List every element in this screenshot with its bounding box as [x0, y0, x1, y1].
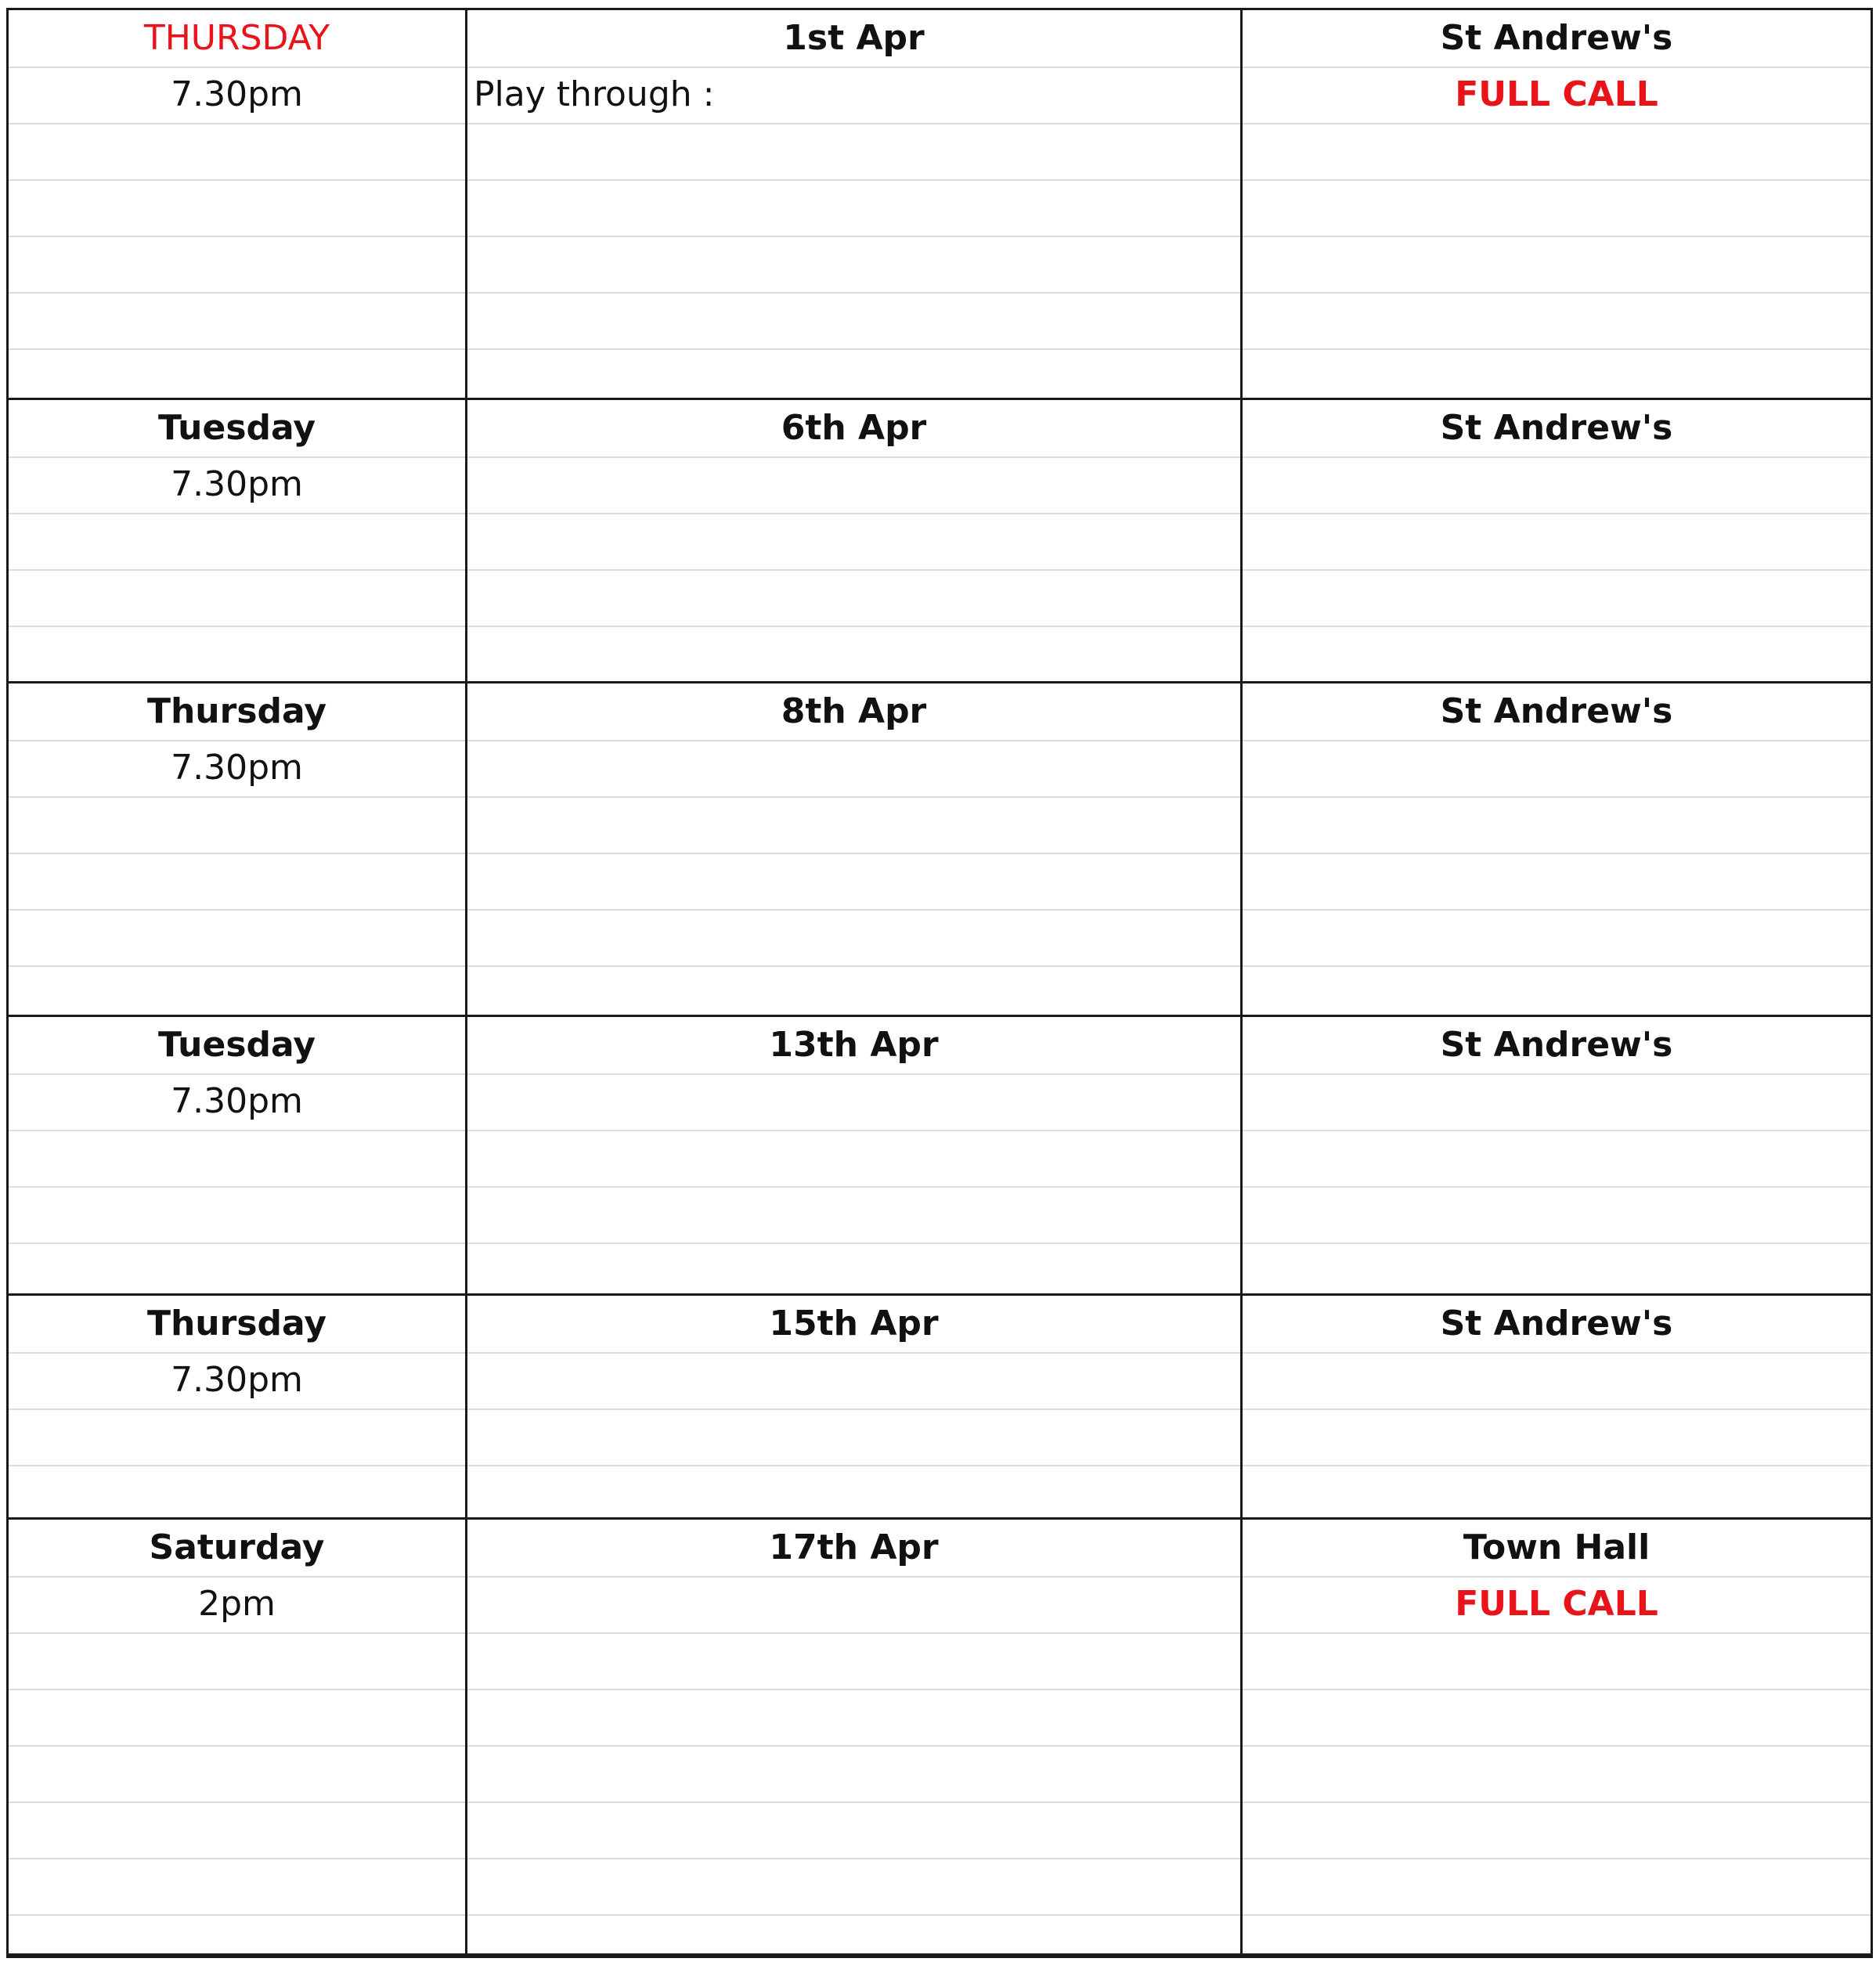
note-cell[interactable]: [467, 456, 1240, 513]
grid-line: [9, 909, 1871, 911]
note-cell[interactable]: Play through :: [474, 74, 715, 114]
time-cell[interactable]: 7.30pm: [171, 1081, 303, 1121]
grid-line: [9, 1408, 1871, 1410]
grid-line: [9, 348, 1871, 350]
day-cell[interactable]: THURSDAY: [143, 18, 330, 58]
grid-line: [9, 236, 1871, 237]
venue-cell[interactable]: St Andrew's: [1440, 1025, 1673, 1065]
date-cell[interactable]: 17th Apr: [769, 1527, 939, 1567]
time-cell[interactable]: 7.30pm: [171, 748, 303, 788]
full-call-cell[interactable]: FULL CALL: [1455, 1584, 1658, 1624]
schedule-row: [9, 1017, 1871, 1296]
grid-line: [9, 1689, 1871, 1690]
note-cell[interactable]: [467, 1352, 1240, 1408]
venue-cell[interactable]: St Andrew's: [1440, 1304, 1673, 1343]
grid-line: [9, 965, 1871, 967]
grid-line: [9, 292, 1871, 294]
grid-line: [9, 1914, 1871, 1916]
grid-line: [9, 179, 1871, 181]
grid-line: [9, 123, 1871, 124]
grid-line: [9, 1858, 1871, 1859]
full-call-cell[interactable]: [1243, 740, 1871, 796]
date-cell[interactable]: 8th Apr: [781, 691, 927, 731]
grid-line: [9, 1130, 1871, 1131]
grid-line: [9, 1465, 1871, 1466]
grid-line: [9, 1186, 1871, 1188]
schedule-row: [9, 1520, 1871, 1956]
grid-line: [9, 1802, 1871, 1803]
grid-line: [9, 626, 1871, 627]
schedule-sheet: [6, 8, 1873, 1958]
schedule-row: [9, 10, 1871, 400]
time-cell[interactable]: 7.30pm: [171, 1360, 303, 1400]
full-call-cell[interactable]: [1243, 1352, 1871, 1408]
venue-cell[interactable]: St Andrew's: [1440, 408, 1673, 448]
full-call-cell[interactable]: [1243, 1073, 1871, 1130]
date-cell[interactable]: 15th Apr: [769, 1304, 939, 1343]
note-cell[interactable]: [467, 740, 1240, 796]
full-call-cell[interactable]: [1243, 456, 1871, 513]
venue-cell[interactable]: St Andrew's: [1440, 18, 1673, 58]
day-cell[interactable]: Saturday: [149, 1527, 325, 1567]
grid-line: [9, 796, 1871, 798]
date-cell[interactable]: 13th Apr: [769, 1025, 939, 1065]
time-cell[interactable]: 7.30pm: [171, 464, 303, 504]
day-cell[interactable]: Thursday: [146, 1304, 327, 1343]
grid-line: [9, 513, 1871, 514]
venue-cell[interactable]: St Andrew's: [1440, 691, 1673, 731]
grid-line: [9, 853, 1871, 854]
day-cell[interactable]: Tuesday: [157, 408, 316, 448]
time-cell[interactable]: 2pm: [198, 1584, 276, 1624]
venue-cell[interactable]: Town Hall: [1463, 1527, 1651, 1567]
grid-line: [9, 1745, 1871, 1747]
day-cell[interactable]: Thursday: [146, 691, 327, 731]
date-cell[interactable]: 6th Apr: [781, 408, 927, 448]
time-cell[interactable]: 7.30pm: [171, 74, 303, 114]
grid-line: [9, 1242, 1871, 1244]
day-cell[interactable]: Tuesday: [157, 1025, 316, 1065]
column-divider: [1240, 10, 1243, 1956]
schedule-row: [9, 400, 1871, 683]
grid-line: [9, 569, 1871, 571]
schedule-row: [9, 1296, 1871, 1520]
grid-line: [9, 1632, 1871, 1634]
note-cell[interactable]: [467, 1073, 1240, 1130]
note-cell[interactable]: [467, 1576, 1240, 1632]
schedule-row: [9, 683, 1871, 1017]
column-divider: [465, 10, 467, 1956]
date-cell[interactable]: 1st Apr: [783, 18, 925, 58]
full-call-cell[interactable]: FULL CALL: [1455, 74, 1658, 114]
